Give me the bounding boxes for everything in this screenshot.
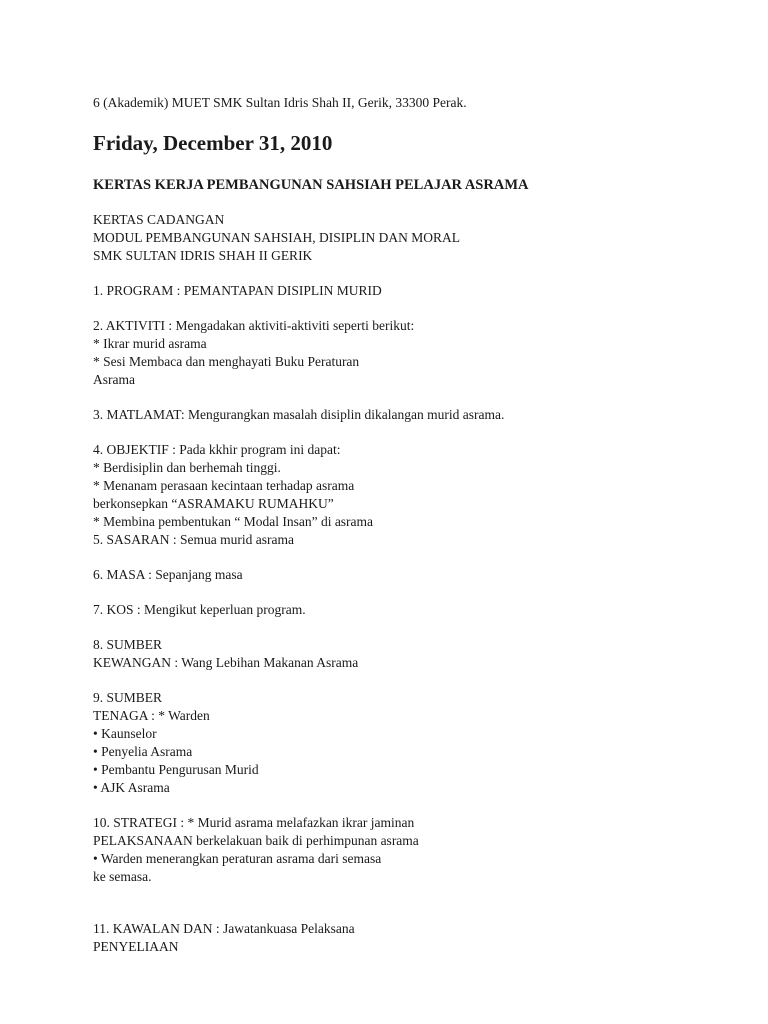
- program-section: [93, 282, 504, 300]
- document-title: KERTAS KERJA PEMBANGUNAN SAHSIAH PELAJAR ASRAMA: [93, 177, 529, 193]
- strategi-line: PELAKSANAAN berkelakuan baik di perhimpunan asrama: [93, 833, 419, 848]
- aktiviti-line: * Ikrar murid asrama: [93, 336, 207, 351]
- sumber-tenaga-line: TENAGA : * Warden: [93, 708, 210, 723]
- source-line: 6 (Akademik) MUET SMK Sultan Idris Shah II, Gerik, 33300 Perak.: [93, 95, 467, 110]
- intro-line: SMK SULTAN IDRIS SHAH II GERIK: [93, 248, 313, 263]
- sumber-tenaga-item: • Kaunselor: [93, 726, 157, 741]
- objektif-line: 4. OBJEKTIF : Pada kkhir program ini dapat:: [93, 442, 341, 457]
- aktiviti-line: * Sesi Membaca dan menghayati Buku Peraturan: [93, 354, 360, 369]
- kawalan-line: PENYELIAAN: [93, 939, 179, 954]
- kos-line: 7. KOS : Mengikut keperluan program.: [93, 602, 306, 617]
- aktiviti-line: 2. AKTIVITI : Mengadakan aktiviti-aktiviti seperti berikut:: [93, 318, 415, 333]
- kawalan-line: 11. KAWALAN DAN : Jawatankuasa Pelaksana: [93, 921, 355, 936]
- sumber-tenaga-item: • Penyelia Asrama: [93, 744, 193, 759]
- sumber-tenaga-section: [93, 689, 504, 797]
- intro-section: [93, 211, 504, 265]
- objektif-line: * Membina pembentukan “ Modal Insan” di asrama: [93, 514, 374, 529]
- kawalan-section: [93, 920, 504, 956]
- aktiviti-section: [93, 317, 504, 389]
- strategi-line: 10. STRATEGI : * Murid asrama melafazkan ikrar jaminan: [93, 815, 415, 830]
- sumber-kewangan-line: 8. SUMBER: [93, 637, 163, 652]
- sumber-kewangan-line: KEWANGAN : Wang Lebihan Makanan Asrama: [93, 655, 359, 670]
- masa-line: 6. MASA : Sepanjang masa: [93, 567, 243, 582]
- objektif-line: * Menanam perasaan kecintaan terhadap asrama: [93, 478, 355, 493]
- objektif-line: * Berdisiplin dan berhemah tinggi.: [93, 460, 281, 475]
- post-date-heading: Friday, December 31, 2010: [93, 131, 333, 155]
- intro-line: MODUL PEMBANGUNAN SAHSIAH, DISIPLIN DAN MORAL: [93, 230, 461, 245]
- sumber-kewangan-section: [93, 636, 504, 672]
- strategi-line: ke semasa.: [93, 869, 152, 884]
- matlamat-section: [93, 406, 504, 424]
- aktiviti-line: Asrama: [93, 372, 135, 387]
- document-body: [93, 211, 504, 956]
- program-line: 1. PROGRAM : PEMANTAPAN DISIPLIN MURID: [93, 283, 382, 298]
- sumber-tenaga-line: 9. SUMBER: [93, 690, 163, 705]
- sumber-tenaga-item: • AJK Asrama: [93, 780, 170, 795]
- kos-section: [93, 601, 504, 619]
- masa-section: [93, 566, 504, 584]
- objektif-section: [93, 441, 504, 549]
- sumber-tenaga-item: • Pembantu Pengurusan Murid: [93, 762, 259, 777]
- intro-line: KERTAS CADANGAN: [93, 212, 225, 227]
- strategi-line: • Warden menerangkan peraturan asrama dari semasa: [93, 851, 382, 866]
- objektif-line: berkonsepkan “ASRAMAKU RUMAHKU”: [93, 496, 334, 511]
- strategi-section: [93, 814, 504, 886]
- matlamat-line: 3. MATLAMAT: Mengurangkan masalah disiplin dikalangan murid asrama.: [93, 407, 505, 422]
- sasaran-line: 5. SASARAN : Semua murid asrama: [93, 532, 294, 547]
